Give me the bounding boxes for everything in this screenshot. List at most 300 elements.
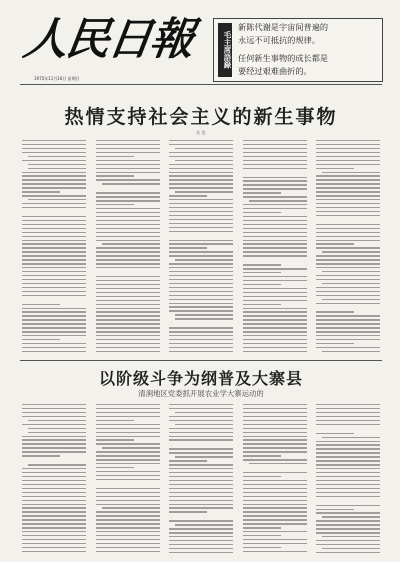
text-line [316,236,380,237]
text-line [243,164,307,165]
text-line [169,156,233,157]
text-line [22,311,86,312]
text-column [96,140,160,356]
text-line [22,455,60,456]
text-line [96,351,160,352]
text-line [249,200,307,201]
text-line [322,283,380,284]
text-line [96,175,134,176]
text-line [169,207,233,208]
text-line [243,247,307,248]
text-line [322,172,380,173]
text-line [96,323,160,324]
text-line [96,479,160,480]
text-line [22,295,86,296]
text-line [316,175,380,176]
text-line [22,207,86,208]
text-line [96,247,160,248]
text-line [96,204,134,205]
text-line [96,208,160,209]
text-line [316,267,380,268]
text-line [28,164,86,165]
text-line [243,304,281,305]
text-line [316,347,380,348]
text-line [322,271,380,272]
text-line [243,188,307,189]
text-line [243,140,307,141]
text-line [22,267,86,268]
text-column [169,140,233,356]
text-line [96,148,160,149]
text-line [243,420,307,421]
text-line [169,195,207,196]
text-line [316,191,380,192]
text-line [316,544,380,545]
text-line [28,428,86,429]
text-line [175,456,233,457]
text-line [169,227,233,228]
text-line [243,447,307,448]
text-line [169,203,233,204]
text-line [28,432,86,433]
text-line [22,195,86,196]
text-line [169,507,233,508]
text-line [243,192,281,193]
text-line [169,520,233,521]
text-line [169,310,233,311]
text-line [96,156,134,157]
text-line [316,315,380,316]
text-line [22,507,86,508]
text-line [243,535,281,536]
text-line [243,232,307,233]
text-line [316,532,380,533]
text-line [96,144,160,145]
text-line [243,507,307,508]
text-line [169,183,233,184]
text-line [169,428,233,429]
text-line [316,343,354,344]
text-line [316,187,380,188]
text-line [96,164,160,165]
publication-date: 1975年11月16日 星期日 [34,76,80,81]
text-line [243,156,307,157]
text-line [22,187,86,188]
text-line [169,484,233,485]
text-line [316,416,380,417]
text-line [243,455,281,456]
text-line [243,504,307,505]
text-line [96,459,160,460]
text-line [243,180,307,181]
text-line [22,451,86,452]
text-line [96,412,160,413]
text-column [316,404,380,556]
text-line [243,436,307,437]
text-line [316,215,380,216]
text-line [169,140,233,141]
text-line [316,420,380,421]
text-line [28,156,86,157]
text-line [22,527,86,528]
text-line [22,488,86,489]
text-line [169,267,233,268]
text-line [169,480,233,481]
text-line [96,284,160,285]
text-line [96,228,160,229]
text-line [169,464,233,465]
text-line [169,279,233,280]
newspaper-logo: 人民日報 [20,14,196,65]
text-line [22,515,86,516]
text-line [22,496,86,497]
text-line [22,263,86,264]
text-line [169,247,207,248]
text-line [96,172,160,173]
text-line [22,304,60,305]
text-line [243,496,307,497]
text-line [22,191,60,192]
text-line [243,264,281,265]
text-line [316,448,380,449]
text-line [22,504,86,505]
text-line [169,172,233,173]
text-line [316,476,380,477]
text-line [96,196,160,197]
text-line [22,152,86,153]
text-line [175,318,233,319]
text-line [169,164,233,165]
text-line [316,247,380,248]
text-line [96,327,160,328]
text-line [22,343,86,344]
text-line [169,303,233,304]
text-line [316,303,380,304]
text-line [169,240,233,241]
text-line [243,519,307,520]
text-line [22,216,86,217]
text-line [243,543,307,544]
text-line [96,339,160,340]
text-line [316,412,380,413]
text-line [243,296,307,297]
text-line [96,192,160,193]
text-line [22,476,86,477]
text-line [243,311,307,312]
text-line [243,144,307,145]
quotation-line: 新陈代谢是宇宙间普遍的 [238,22,329,32]
text-line [243,323,307,324]
text-line [169,168,233,169]
text-line [96,160,160,161]
report-body-columns [22,404,380,556]
text-line [96,140,160,141]
text-line [96,280,160,281]
text-line [96,179,160,180]
text-line [22,511,86,512]
text-line [316,452,380,453]
text-line [243,404,307,405]
text-line [96,152,160,153]
editorial-body-columns [22,140,380,356]
text-line [96,467,134,468]
text-line [96,519,160,520]
text-line [169,544,233,545]
text-line [243,551,307,552]
text-line [243,272,281,273]
text-line [175,259,233,260]
text-line [322,351,380,352]
text-line [316,207,380,208]
masthead [0,0,400,90]
text-line [169,492,233,493]
text-line [316,524,380,525]
text-line [243,300,307,301]
text-line [316,211,380,212]
text-line [243,196,307,197]
text-line [243,416,307,417]
text-line [22,339,60,340]
text-line [169,452,233,453]
text-line [243,220,307,221]
text-line [243,432,307,433]
text-line [169,476,233,477]
text-line [169,504,233,505]
text-line [169,275,233,276]
text-line [316,472,380,473]
text-line [243,228,307,229]
text-line [316,464,380,465]
text-line [169,552,233,553]
text-line [169,243,233,244]
text-line [22,259,86,260]
text-line [96,300,160,301]
text-line [22,160,86,161]
text-line [96,304,160,305]
text-line [96,500,160,501]
text-line [96,220,160,221]
text-line [169,287,233,288]
text-line [316,291,380,292]
quotation-text [238,21,378,77]
text-line [169,144,233,145]
text-line [96,443,160,444]
text-line [96,311,160,312]
second-headline: 以阶级斗争为纲普及大寨县 [98,369,303,388]
text-line [316,263,380,264]
text-line [22,220,86,221]
text-line [22,319,86,320]
text-line [243,488,307,489]
text-line [169,299,233,300]
text-line [243,236,307,237]
second-subheadline: 清涧地区党委抓开展农业学大寨运动的 [138,389,264,398]
text-line [22,351,86,352]
text-line [243,472,307,473]
text-line [96,404,160,405]
text-line [169,295,233,296]
text-line [175,424,233,425]
text-line [316,433,354,434]
text-line [169,468,233,469]
text-line [22,480,86,481]
quotation-box [213,18,383,82]
text-line [22,144,86,145]
text-line [22,283,86,284]
text-line [169,283,233,284]
text-line [316,505,380,506]
text-line [22,416,86,417]
text-line [96,343,160,344]
text-line [96,515,160,516]
text-line [22,236,86,237]
text-line [96,439,134,440]
text-line [96,463,160,464]
text-line [316,480,380,481]
text-line [243,319,307,320]
text-line [22,327,86,328]
text-line [169,347,233,348]
text-line [175,524,233,525]
text-line [316,441,380,442]
text-line [169,448,233,449]
text-line [316,195,380,196]
text-line [316,199,380,200]
text-line [169,255,233,256]
text-line [243,408,307,409]
text-line [316,339,380,340]
text-line [243,476,281,477]
text-line [243,208,307,209]
text-line [22,275,86,276]
text-line [169,199,233,200]
text-line [102,507,160,508]
text-line [96,523,160,524]
main-headline: 热情支持社会主义的新生事物 [64,106,338,128]
text-line [169,432,233,433]
text-line [96,315,160,316]
text-line [169,339,233,340]
text-column [243,404,307,556]
text-line [243,148,307,149]
text-line [96,488,160,489]
text-line [316,168,354,169]
text-line [22,148,86,149]
text-line [22,551,86,552]
quotation-line: 任何新生事物的成长都是 [238,53,329,64]
text-line [169,548,233,549]
text-line [22,255,86,256]
text-line [316,323,380,324]
text-line [22,224,86,225]
text-line [96,259,160,260]
text-line [322,299,380,300]
text-line [243,547,281,548]
text-line [96,347,160,348]
text-line [169,404,233,405]
text-line [243,484,307,485]
text-line [316,148,380,149]
text-line [322,516,380,517]
text-line [96,224,160,225]
text-line [22,500,86,501]
masthead-divider [20,84,382,85]
text-line [243,480,307,481]
text-line [316,444,380,445]
text-line [243,240,307,241]
text-line [169,152,233,153]
text-line [316,404,380,405]
text-line [243,511,307,512]
text-line [169,211,233,212]
text-line [243,288,307,289]
text-line [22,291,86,292]
text-line [22,175,86,176]
text-line [22,315,86,316]
text-line [22,447,86,448]
text-line [96,416,160,417]
text-line [96,428,160,429]
text-column [243,140,307,356]
text-line [169,231,233,232]
text-line [96,551,160,552]
text-line [22,408,86,409]
text-line [243,492,307,493]
text-line [316,243,354,244]
text-line [169,291,233,292]
section-divider [20,360,382,361]
text-line [316,279,380,280]
text-line [243,412,307,413]
text-line [169,472,233,473]
text-line [169,496,233,497]
text-line [169,536,233,537]
text-line [243,243,307,244]
text-line [96,475,160,476]
text-line [96,267,160,268]
text-line [22,232,86,233]
text-line [316,456,380,457]
text-line [243,177,307,178]
text-line [243,212,281,213]
text-line [243,515,307,516]
text-line [22,308,86,309]
text-line [96,451,160,452]
text-line [22,547,86,548]
text-line [96,511,160,512]
text-line [243,451,307,452]
text-line [316,259,380,260]
text-line [96,232,160,233]
text-line [102,447,160,448]
text-line [22,472,86,473]
text-line [96,496,160,497]
text-line [316,327,380,328]
text-line [322,437,380,438]
text-line [243,184,307,185]
text-line [96,335,160,336]
text-line [22,347,86,348]
text-line [96,408,160,409]
quotation-label: 毛主席語錄 [218,23,232,77]
text-line [316,512,380,513]
text-line [169,215,233,216]
text-line [169,187,233,188]
text-line [96,296,160,297]
text-line [96,292,160,293]
text-line [243,160,307,161]
text-line [169,223,233,224]
